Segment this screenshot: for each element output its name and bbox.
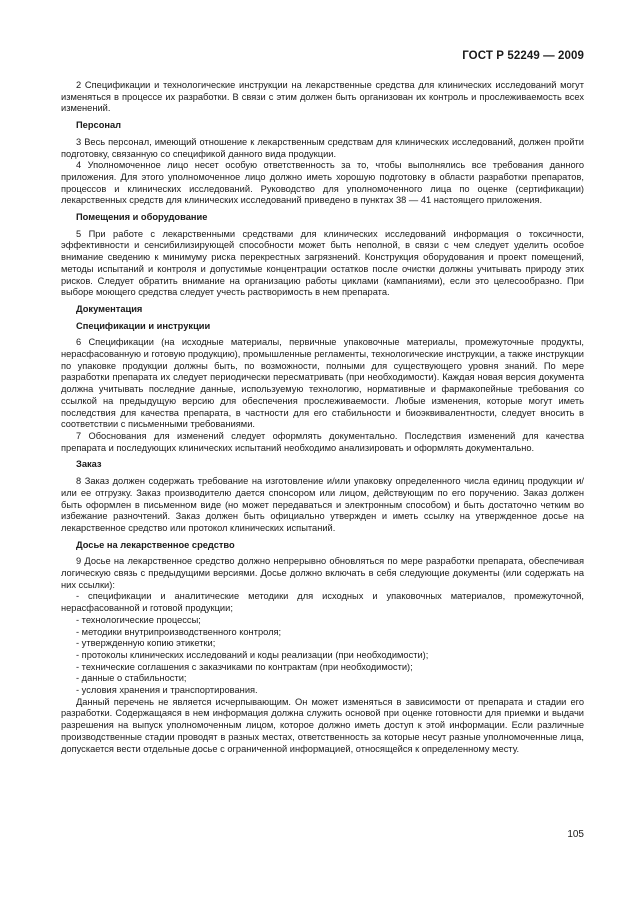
section-title-premises: Помещения и оборудование <box>76 212 208 223</box>
paragraph-2: 2 Спецификации и технологические инструкции на лекарственные средства для клинических исследований могут изменяться в процессе их разработки. В связи с этим должен быть организован их контроль и прослеживаемость всех изменений. <box>61 80 584 114</box>
list-item: - утвержденную копию этикетки; <box>76 638 216 649</box>
paragraph-10: Данный перечень не является исчерпывающим. Он может изменяться в зависимости от препарата и стадии его разработки. Содержащаяся в нем информация должна служить основой при оценке готовности для приемки и выдачи разрешения на выпуск уполномоченным лицом, которое должно иметь доступ к этой информации. Если различные производственные стадии проводят в разных местах, ответственность за которые несут разные уполномоченные лица, допускается вести отдельные досье с ограниченной информацией, относящейся к определенному месту. <box>61 696 584 754</box>
list-item: - условия хранения и транспортирования. <box>76 685 258 696</box>
paragraph-3: 3 Весь персонал, имеющий отношение к лекарственным средствам для клинических исследований, должен пройти подготовку, связанную со спецификой данного вида продукции. <box>61 136 584 159</box>
list-item: - данные о стабильности; <box>76 673 187 684</box>
document-body <box>61 80 584 755</box>
paragraph-5: 5 При работе с лекарственными средствами для клинических исследований информация о токсичности, эффективности и сенсибилизирующей способности может быть неполной, в связи с чем следует уделить особое внимание сведению к минимуму риска перекрестных загрязнений. Конструкция оборудования и проект помещений, методы испытаний и контроля и допустимые концентрации остатков после очистки должны учитывать природу этих рисков. Следует обратить внимание на организацию работы циклами (кампаниями), если это целесообразно. При выборе моющего средства следует учесть растворимость в нем препарата. <box>61 228 584 298</box>
section-title-dossier: Досье на лекарственное средство <box>76 539 235 550</box>
dossier-document-list <box>61 591 584 696</box>
list-item: - технические соглашения с заказчиками по контрактам (при необходимости); <box>76 661 413 672</box>
list-item: - спецификации и аналитические методики для исходных и упаковочных материалов, промежуточной, нерасфасованной и готовой продукции; <box>61 591 584 614</box>
section-title-specs: Спецификации и инструкции <box>76 320 211 331</box>
section-title-documentation: Документация <box>76 303 143 314</box>
section-title-order: Заказ <box>76 459 102 470</box>
paragraph-8: 8 Заказ должен содержать требование на изготовление и/или упаковку определенного числа единиц продукции и/или ее отгрузку. Заказ производителю дается спонсором или лицом, действующим по его поручению. Заказ должен быть оформлен в письменном виде (но может передаваться и электронным способом) и быть достаточно четким во избежание разночтений. Заказ должен быть официально утвержден и иметь ссылку на утвержденное досье на лекарственное средство или протокол клинических испытаний. <box>61 476 584 533</box>
list-item: - технологические процессы; <box>76 614 201 625</box>
paragraph-9: 9 Досье на лекарственное средство должно непрерывно обновляться по мере разработки препарата, обеспечивая логическую связь с предыдущими версиями. Досье должно включать в себя следующие документы (или содержать на них ссылки): <box>61 556 584 590</box>
list-item: - протоколы клинических исследований и коды реализации (при необходимости); <box>76 649 429 660</box>
standard-header: ГОСТ Р 52249 — 2009 <box>462 50 584 62</box>
paragraph-6: 6 Спецификации (на исходные материалы, первичные упаковочные материалы, промежуточные продукты, нерасфасованную и готовую продукцию), промышленные регламенты, технологические инструкции, а также инструкции по упаковке продукции должны быть, по возможности, полными для существующего уровня знаний. По мере разработки препарата их следует периодически пересматривать (при необходимости). Каждая новая версия документа должна учитывать последние данные, используемую технологию, нормативные и фармакопейные требования со ссылкой на предыдущую версию для обеспечения прослеживаемости. Любые изменения, которые могут иметь последствия для качества препарата, в частности для его стабильности и биоэквивалентности, следует вносить в соответствии с письменными требованиями. <box>61 337 584 430</box>
paragraph-7: 7 Обоснования для изменений следует оформлять документально. Последствия изменений для качества препарата и последующих клинических испытаний необходимо анализировать и оформлять документально. <box>61 430 584 453</box>
paragraph-4: 4 Уполномоченное лицо несет особую ответственность за то, чтобы выполнялись все требования данного приложения. Для этого уполномоченное лицо должно иметь хорошую подготовку в области разработки препаратов, процессов и клинических исследований. Руководство для уполномоченного лица по оценке (сертификации) лекарственных средств для клинических исследований приведено в пунктах 38 — 41 настоящего приложения. <box>61 160 584 206</box>
section-title-personnel: Персонал <box>76 120 122 131</box>
list-item: - методики внутрипроизводственного контроля; <box>76 626 282 637</box>
page-number: 105 <box>567 829 584 840</box>
